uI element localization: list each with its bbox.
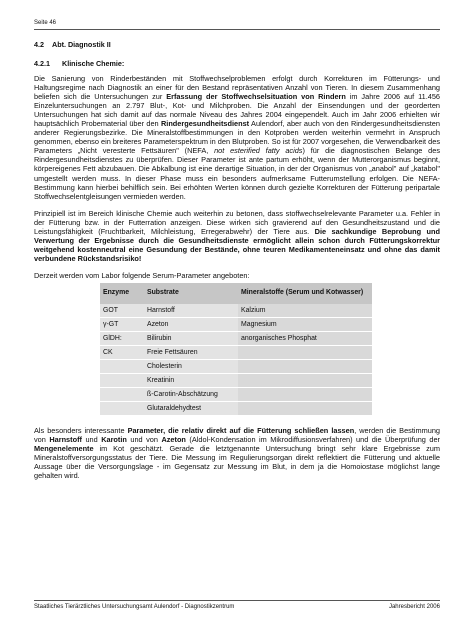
table-row [100, 331, 372, 345]
table-cell: Harnstoff [144, 304, 238, 318]
page-number: Seite 46 [34, 20, 57, 26]
table-header-cell: Substrate [144, 283, 238, 304]
subsection-heading [34, 59, 440, 68]
table-cell: anorganisches Phosphat [238, 331, 372, 345]
p1-text-c: im Jahre 2006 auf 11.456 Einzeluntersuchungen an 2.797 Blut-, Kot- und Milchproben. Die Anzahl der Einsendungen und der georderten Untersuchungen hat sich damit auf das normale Niveau des Jahres 2004 eingependelt. Auch im Jahr 2006 erhielten wir hauptsächlich Probematerial über den [34, 92, 440, 129]
table-cell [238, 345, 372, 359]
table-cell: Azeton [144, 317, 238, 331]
p4-text-k: im Kot geschätzt. Gerade die letztgenannte Untersuchung bringt sehr klare Ergebnisse zum Mineralstoffversorgungsstatus der Tiere. Die Messung im Regulierungsorgan direkt reflektiert die Fütterung und aktuelle Aussage über die Versorgungslage - im Gegensatz zur Messung im Blut, in dem ja die Homoiostase möglichst lange gehalten wird. [34, 444, 440, 481]
table-cell [238, 387, 372, 401]
table-row [100, 373, 372, 387]
table-row [100, 387, 372, 401]
p4-bold-parameter: Parameter, die relativ direkt auf die Fütterung schließen lassen [127, 425, 355, 435]
table-cell [238, 359, 372, 373]
table-cell: GOT [100, 304, 144, 318]
table-cell [100, 387, 144, 401]
page-footer [34, 600, 440, 610]
p1-italic-nefa: not esterified fatty acids [214, 146, 303, 156]
table-cell [100, 359, 144, 373]
p1-text-e: Aulendorf, aber auch von den Rindergesundheitsdiensten anderer Regierungsbezirke. Die Mineralstoffbestimmungen in den Kotproben werden weiterhin vermehrt in Anspruch genommen, ebenso ein breiteres Parameterspektrum in den Blutproben. So ist für 2007 vorgesehen, die Verwendbarkeit des Parameters „Nicht veresterte Fettsäuren" (NEFA, [34, 119, 440, 156]
p4-bold-mengenelemente: Mengenelemente [34, 444, 94, 454]
p4-text-e: und [81, 435, 102, 445]
serum-parameter-table [100, 283, 372, 416]
table-cell: Bilirubin [144, 331, 238, 345]
table-cell: Glutaraldehydtest [144, 401, 238, 415]
table-cell: CK [100, 345, 144, 359]
p1-bold-rgd: Rindergesundheitsdienst [160, 119, 250, 129]
p4-bold-azeton: Azeton [161, 435, 186, 445]
table-cell [100, 401, 144, 415]
paragraph-stoffwechsel [34, 74, 440, 201]
paragraph-table-intro: Derzeit werden vom Labor folgende Serum-Parameter angeboten: [34, 270, 250, 280]
page-content [34, 40, 440, 488]
p4-text-i: (Aldol-Kondensation im Mikrodiffusionsverfahren) und die Überprüfung der [185, 435, 440, 445]
footer-report-title: Jahresbericht 2006 [388, 604, 440, 610]
subsection-title: Klinische Chemie: [62, 59, 125, 68]
p4-bold-karotin: Karotin [101, 435, 127, 445]
table-row [100, 304, 372, 318]
p4-text-a: Als besonders interessante [34, 425, 128, 435]
footer-institution: Staatliches Tierärztliches Untersuchungsamt Aulendorf - Diagnostikzentrum [34, 604, 235, 610]
p4-bold-harnstoff: Harnstoff [49, 435, 82, 445]
table-header-cell: Mineralstoffe (Serum und Kotwasser) [238, 283, 372, 304]
section-title: Abt. Diagnostik II [52, 40, 111, 49]
table-header-row [100, 283, 372, 304]
table-cell [238, 401, 372, 415]
p1-text-g: ) für die diagnostischen Belange des Rindergesundheitsdienstes zu überprüfen. Dieser Parameter ist ante partum erhöht, wenn der Mutterorganismus beginnt, körpereigenes Fett abzubauen. Die Abkalbung ist eine derartige Situation, in der der Organismus von „anabol" auf „katabol" umgestellt werden muss. In dieser Phase muss ein besonders aufmerksame Futterumstellung erfolgen. Die NEFA-Bestimmung kann hierbei behilflich sein. Bei erhöhten Werten können durch gezielte Korrekturen der Fütterung peripartale Stoffwechselentgleisungen vermieden werden. [34, 146, 441, 201]
table-cell: ß-Carotin-Abschätzung [144, 387, 238, 401]
p1-bold-erfassung: Erfassung der Stoffwechselsituation von Rindern [166, 92, 346, 102]
table-cell: γ-GT [100, 317, 144, 331]
paragraph-parameter [34, 426, 440, 480]
table-header-cell: Enzyme [100, 283, 144, 304]
paragraph-prinzipiell [34, 209, 440, 263]
table-cell: Magnesium [238, 317, 372, 331]
table-row [100, 359, 372, 373]
p4-text-c: , werden die Bestimmung von [34, 425, 440, 445]
table-cell: GlDH: [100, 331, 144, 345]
table-cell: Freie Fettsäuren [144, 345, 238, 359]
p4-text-g: und von [126, 435, 162, 445]
table-row [100, 345, 372, 359]
p2-text-a: Prinzipiell ist im Bereich klinische Chemie auch weiterhin zu betonen, dass stoffwechselrelevante Parameter u.a. Fehler in der Fütterung bzw. in der Futterration anzeigen. Diese wirken sich gravierend auf den Gesundheitszustand und die Leistungsfähigkeit (Fruchtbarkeit, Milchleistung, Erregerabwehr) der Tiere aus. [34, 208, 440, 236]
page-header [34, 20, 440, 30]
table-row [100, 317, 372, 331]
table-cell: Kalzium [238, 304, 372, 318]
p1-text-a: Die Sanierung von Rinderbeständen mit Stoffwechselproblemen erfolgt durch Korrekturen im Fütterungs- und Haltungsregime nach Diagnostik an einer für den Bestand repräsentativen Anzahl von Tieren. In diesem Zusammenhang beliefen sich die Untersuchungen zur [34, 74, 440, 102]
section-number: 4.2 [34, 40, 44, 49]
table-cell [100, 373, 144, 387]
section-heading [34, 40, 440, 49]
table-cell [238, 373, 372, 387]
table-cell: Kreatinin [144, 373, 238, 387]
table-row [100, 401, 372, 415]
p2-bold-sachkundige: Die sachkundige Beprobung und Verwertung der Ergebnisse durch die Gesundheitsdienste ermöglicht allein schon durch Fütterungskorrektur weitgehend kostenneutral eine Gesundung der Bestände, ohne teuren Medikamenteneinsatz und ohne das damit verbundene Rückstandsrisiko! [34, 226, 440, 263]
subsection-number: 4.2.1 [34, 59, 50, 68]
table-cell: Cholesterin [144, 359, 238, 373]
